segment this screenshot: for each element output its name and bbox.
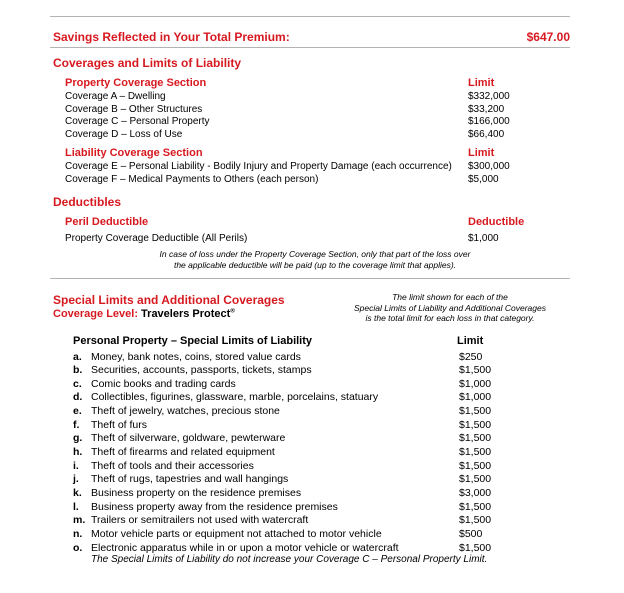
peril-deductible-header: Peril Deductible	[65, 216, 149, 228]
special-limit-row	[0, 514, 624, 528]
special-limit-letter: c.	[73, 377, 82, 390]
special-limit-value: $1,500	[459, 459, 492, 472]
coverage-e-value: $300,000	[468, 161, 510, 172]
deductible-column-header: Deductible	[468, 216, 525, 228]
special-limit-letter: b.	[73, 364, 83, 377]
special-limit-value: $1,500	[459, 541, 492, 554]
special-limit-label: Motor vehicle parts or equipment not attached to motor vehicle	[91, 527, 382, 540]
special-limit-value: $1,000	[459, 391, 492, 404]
special-limit-label: Theft of firearms and related equipment	[91, 446, 275, 459]
liability-limit-header: Limit	[468, 147, 495, 159]
coverage-c-value: $166,000	[468, 116, 510, 127]
special-limit-letter: j.	[73, 473, 79, 486]
special-limit-row	[0, 460, 624, 474]
special-limit-letter: f.	[73, 418, 80, 431]
coverage-e-label: Coverage E – Personal Liability - Bodily Injury and Property Damage (each occurrence)	[65, 161, 452, 172]
special-limit-row	[0, 501, 624, 515]
special-note-line-1: The limit shown for each of the	[392, 292, 508, 302]
special-limit-row	[0, 473, 624, 487]
special-note-line-2: Special Limits of Liability and Additional Coverages	[354, 302, 546, 313]
special-limit-label: Theft of furs	[91, 418, 148, 431]
special-limit-label: Money, bank notes, coins, stored value cards	[91, 350, 301, 363]
special-limit-label: Theft of rugs, tapestries and wall hangings	[91, 473, 289, 486]
special-limit-label: Theft of jewelry, watches, precious stone	[91, 405, 280, 418]
special-limit-value: $1,500	[459, 418, 492, 431]
special-limits-title: Special Limits and Additional Coverages	[53, 293, 285, 307]
deductibles-title: Deductibles	[53, 195, 122, 209]
coverage-level-value: Travelers Protect	[141, 308, 231, 320]
special-limit-value: $1,000	[459, 377, 492, 390]
special-limit-label: Theft of silverware, goldware, pewterware	[91, 432, 286, 445]
deductible-note-line-2: the applicable deductible will be paid (up to the coverage limit that applies).	[173, 259, 457, 270]
special-limit-label: Electronic apparatus while in or upon a motor vehicle or watercraft	[91, 541, 399, 554]
coverage-f-value: $5,000	[468, 173, 499, 185]
coverage-b-value: $33,200	[468, 103, 505, 115]
property-deductible-value: $1,000	[468, 233, 499, 244]
coverage-level	[53, 308, 235, 320]
special-limit-label: Business property on the residence premises	[91, 487, 302, 499]
special-limit-label: Theft of tools and their accessories	[91, 459, 254, 472]
special-limit-letter: d.	[73, 391, 83, 404]
coverages-title: Coverages and Limits of Liability	[53, 56, 242, 70]
deductibles-divider	[50, 278, 570, 279]
coverage-c-label: Coverage C – Personal Property	[65, 116, 210, 127]
special-limit-row	[0, 528, 624, 542]
special-limit-letter: i.	[73, 459, 79, 472]
special-limit-label: Business property away from the residence premises	[91, 500, 338, 513]
special-limit-letter: h.	[73, 446, 83, 459]
special-limit-value: $250	[459, 350, 483, 363]
special-limits-footnote: The Special Limits of Liability do not increase your Coverage C – Personal Property Limit.	[91, 554, 488, 565]
property-deductible-label: Property Coverage Deductible (All Perils)	[65, 233, 248, 244]
coverage-a-value: $332,000	[468, 91, 510, 102]
savings-amount: $647.00	[526, 30, 570, 44]
savings-divider	[50, 47, 570, 48]
special-limit-value: $1,500	[459, 364, 492, 377]
coverage-level-label: Coverage Level:	[53, 308, 138, 320]
special-limit-row	[0, 487, 624, 501]
registered-mark: ®	[230, 308, 235, 315]
special-limits-limit-header: Limit	[457, 335, 484, 347]
special-limit-letter: k.	[73, 487, 82, 499]
coverage-d-value: $66,400	[468, 128, 505, 140]
property-limit-header: Limit	[468, 77, 495, 89]
special-limit-row	[0, 405, 624, 419]
special-limit-row	[0, 364, 624, 378]
special-limit-value: $1,500	[459, 446, 492, 459]
special-limit-label: Comic books and trading cards	[91, 377, 236, 390]
special-limit-row	[0, 378, 624, 392]
special-limits-note	[340, 292, 560, 324]
special-limit-letter: e.	[73, 405, 82, 418]
coverage-d-label: Coverage D – Loss of Use	[65, 128, 183, 140]
special-limit-value: $3,000	[459, 487, 492, 499]
special-limit-value: $1,500	[459, 473, 492, 486]
special-limit-letter: a.	[73, 350, 82, 363]
special-limit-letter: m.	[73, 514, 86, 527]
special-limit-letter: n.	[73, 527, 83, 540]
special-limit-row	[0, 446, 624, 460]
special-note-line-3: is the total limit for each loss in that category.	[365, 313, 535, 323]
special-limit-label: Securities, accounts, passports, tickets, stamps	[91, 364, 312, 377]
special-limit-value: $1,500	[459, 500, 492, 513]
special-limit-value: $500	[459, 527, 483, 540]
special-limit-letter: l.	[73, 500, 79, 513]
special-limit-row	[0, 419, 624, 433]
special-limit-letter: g.	[73, 432, 83, 445]
deductible-note-line-1: In case of loss under the Property Coverage Section, only that part of the loss over	[159, 249, 471, 259]
savings-label: Savings Reflected in Your Total Premium:	[53, 30, 290, 44]
special-limit-value: $1,500	[459, 514, 492, 527]
coverage-f-label: Coverage F – Medical Payments to Others (each person)	[65, 173, 319, 185]
special-limits-table-header: Personal Property – Special Limits of Liability	[73, 335, 313, 347]
liability-section-header: Liability Coverage Section	[65, 147, 203, 159]
coverage-b-label: Coverage B – Other Structures	[65, 103, 203, 115]
special-limit-row	[0, 391, 624, 405]
special-limit-row	[0, 351, 624, 365]
coverage-a-label: Coverage A – Dwelling	[65, 91, 166, 102]
special-limit-value: $1,500	[459, 432, 492, 445]
deductible-note	[100, 249, 530, 270]
special-limit-label: Collectibles, figurines, glassware, marble, porcelains, statuary	[91, 391, 379, 404]
special-limit-value: $1,500	[459, 405, 492, 418]
top-divider	[50, 16, 570, 17]
property-section-header: Property Coverage Section	[65, 77, 207, 89]
special-limit-letter: o.	[73, 541, 83, 554]
special-limit-label: Trailers or semitrailers not used with watercraft	[91, 514, 309, 527]
special-limit-row	[0, 432, 624, 446]
